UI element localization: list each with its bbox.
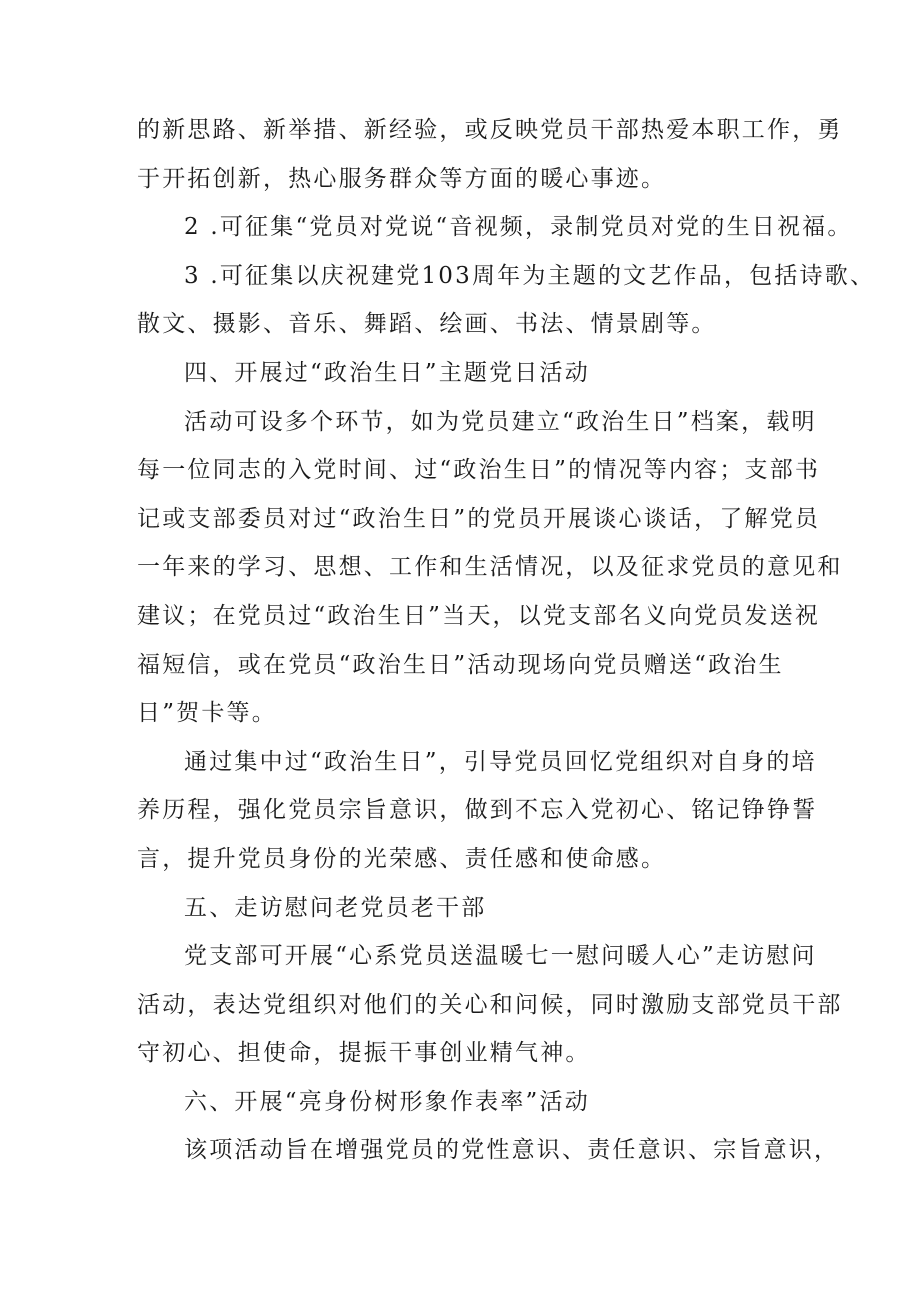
text-line-15: 养历程，强化党员宗旨意识，做到不忘入党初心、铭记铮铮誓 — [137, 797, 818, 824]
text-line-9: 记或支部委员对过“政治生日”的党员开展谈心谈话，了解党员 — [137, 505, 821, 532]
text-line-11: 建议；在党员过“政治生日”当天，以党支部名义向党员发送祝 — [137, 602, 821, 629]
text-line-13: 日”贺卡等。 — [137, 700, 277, 727]
text-line-19: 活动，表达党组织对他们的关心和问候，同时激励支部党员干部 — [137, 991, 843, 1018]
text-line-20: 守初心、担使命，提振干事创业精气神。 — [137, 1040, 591, 1067]
text-line-10: 一年来的学习、思想、工作和生活情况，以及征求党员的意见和 — [137, 554, 843, 581]
section-heading-6: 六、开展“亮身份树形象作表率”活动 — [184, 1088, 590, 1115]
section-heading-5: 五、走访慰问老党员老干部 — [184, 894, 487, 921]
text-line-12: 福短信，或在党员“政治生日”活动现场向党员赠送“政治生 — [137, 651, 784, 678]
text-line-14: 通过集中过“政治生日”，引导党员回忆党组织对自身的培 — [184, 748, 817, 775]
text-line-2: 于开拓创新，热心服务群众等方面的暖心事迹。 — [137, 165, 667, 192]
text-line-18: 党支部可开展“心系党员送温暖七一慰问暖人心”走访慰问 — [184, 943, 817, 970]
text-line-22: 该项活动旨在增强党员的党性意识、责任意识、宗旨意识， — [184, 1137, 840, 1164]
text-line-16: 言，提升党员身份的光荣感、责任感和使命感。 — [137, 845, 667, 872]
text-line-4: 3 .可征集以庆祝建党103周年为主题的文艺作品，包括诗歌、 — [184, 262, 876, 289]
document-body — [137, 106, 876, 1175]
text-line-7: 活动可设多个环节，如为党员建立“政治生日”档案，载明 — [184, 408, 817, 435]
text-line-1: 的新思路、新举措、新经验，或反映党员干部热爱本职工作，勇 — [137, 117, 843, 143]
section-heading-4: 四、开展过“政治生日”主题党日活动 — [184, 359, 590, 386]
text-line-3: 2 .可征集“党员对党说“音视频，录制党员对党的生日祝福。 — [184, 214, 853, 241]
text-line-8: 每一位同志的入党时间、过“政治生日”的情况等内容；支部书 — [137, 457, 821, 484]
text-line-5: 散文、摄影、音乐、舞蹈、绘画、书法、情景剧等。 — [137, 311, 717, 338]
